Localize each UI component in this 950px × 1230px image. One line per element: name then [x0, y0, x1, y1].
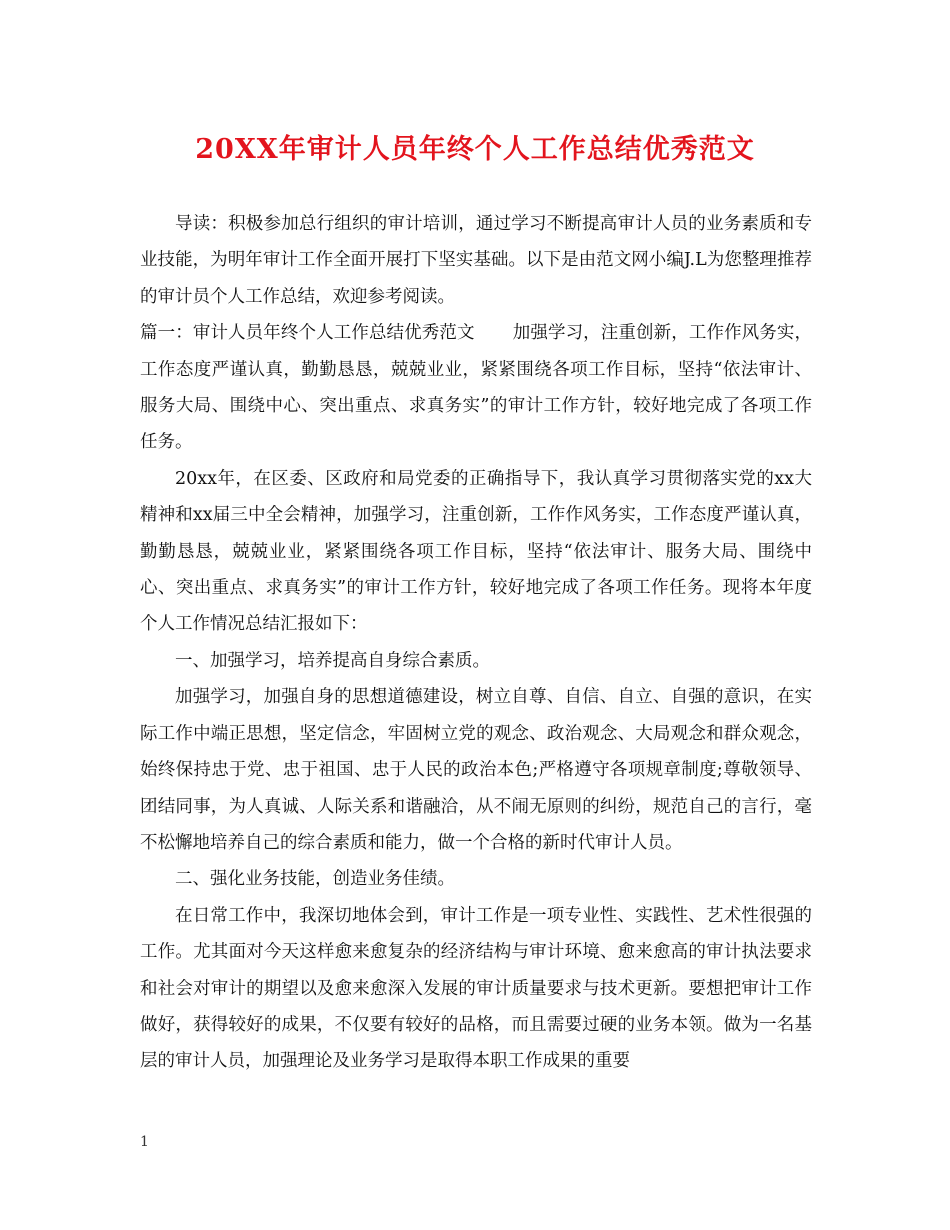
- document-title: 20XX年审计人员年终个人工作总结优秀范文: [195, 134, 755, 165]
- document-body: [140, 206, 812, 1080]
- chapter-paragraph: [140, 315, 812, 461]
- page-number: 1: [140, 1134, 149, 1150]
- body-paragraph-1: 20xx年，在区委、区政府和局党委的正确指导下，我认真学习贯彻落实党的xx大精神和xx届三中全会精神，加强学习，注重创新，工作作风务实，工作态度严谨认真，勤勤恳恳，兢兢业业，紧紧围绕各项工作目标，坚持“依法审计、服务大局、围绕中心、突出重点、求真务实”的审计工作方针，较好地完成了各项工作任务。现将本年度个人工作情况总结汇报如下：: [140, 468, 812, 635]
- chapter-heading: 篇一：审计人员年终个人工作总结优秀范文: [140, 323, 475, 344]
- section-1-heading: 一、加强学习，培养提高自身综合素质。: [175, 650, 490, 671]
- section-1-body: 加强学习，加强自身的思想道德建设，树立自尊、自信、自立、自强的意识，在实际工作中端正思想，坚定信念，牢固树立党的观念、政治观念、大局观念和群众观念，始终保持忠于党、忠于祖国、忠于人民的政治本色;严格遵守各项规章制度;尊敬领导、团结同事，为人真诚、人际关系和谐融洽，从不闹无原则的纠纷，规范自己的言行，毫不松懈地培养自己的综合素质和能力，做一个合格的新时代审计人员。: [140, 687, 812, 853]
- section-2-heading: 二、强化业务技能，创造业务佳绩。: [175, 869, 455, 890]
- chapter-lead: 加强学习，注重创新，工作作风务实，工作态度严谨认真，勤勤恳恳，兢兢业业，紧紧围绕各项工作目标，坚持“依法审计、服务大局、围绕中心、突出重点、求真务实”的审计工作方针，较好地完成了各项工作任务。: [140, 323, 813, 453]
- intro-paragraph: 导读：积极参加总行组织的审计培训，通过学习不断提高审计人员的业务素质和专业技能，为明年审计工作全面开展打下坚实基础。以下是由范文网小编J.L为您整理推荐的审计员个人工作总结，欢迎参考阅读。: [140, 214, 812, 307]
- section-2-body: 在日常工作中，我深切地体会到，审计工作是一项专业性、实践性、艺术性很强的工作。尤其面对今天这样愈来愈复杂的经济结构与审计环境、愈来愈高的审计执法要求和社会对审计的期望以及愈来愈深入发展的审计质量要求与技术更新。要想把审计工作做好，获得较好的成果，不仅要有较好的品格，而且需要过硬的业务本领。做为一名基层的审计人员，加强理论及业务学习是取得本职工作成果的重要: [140, 905, 812, 1072]
